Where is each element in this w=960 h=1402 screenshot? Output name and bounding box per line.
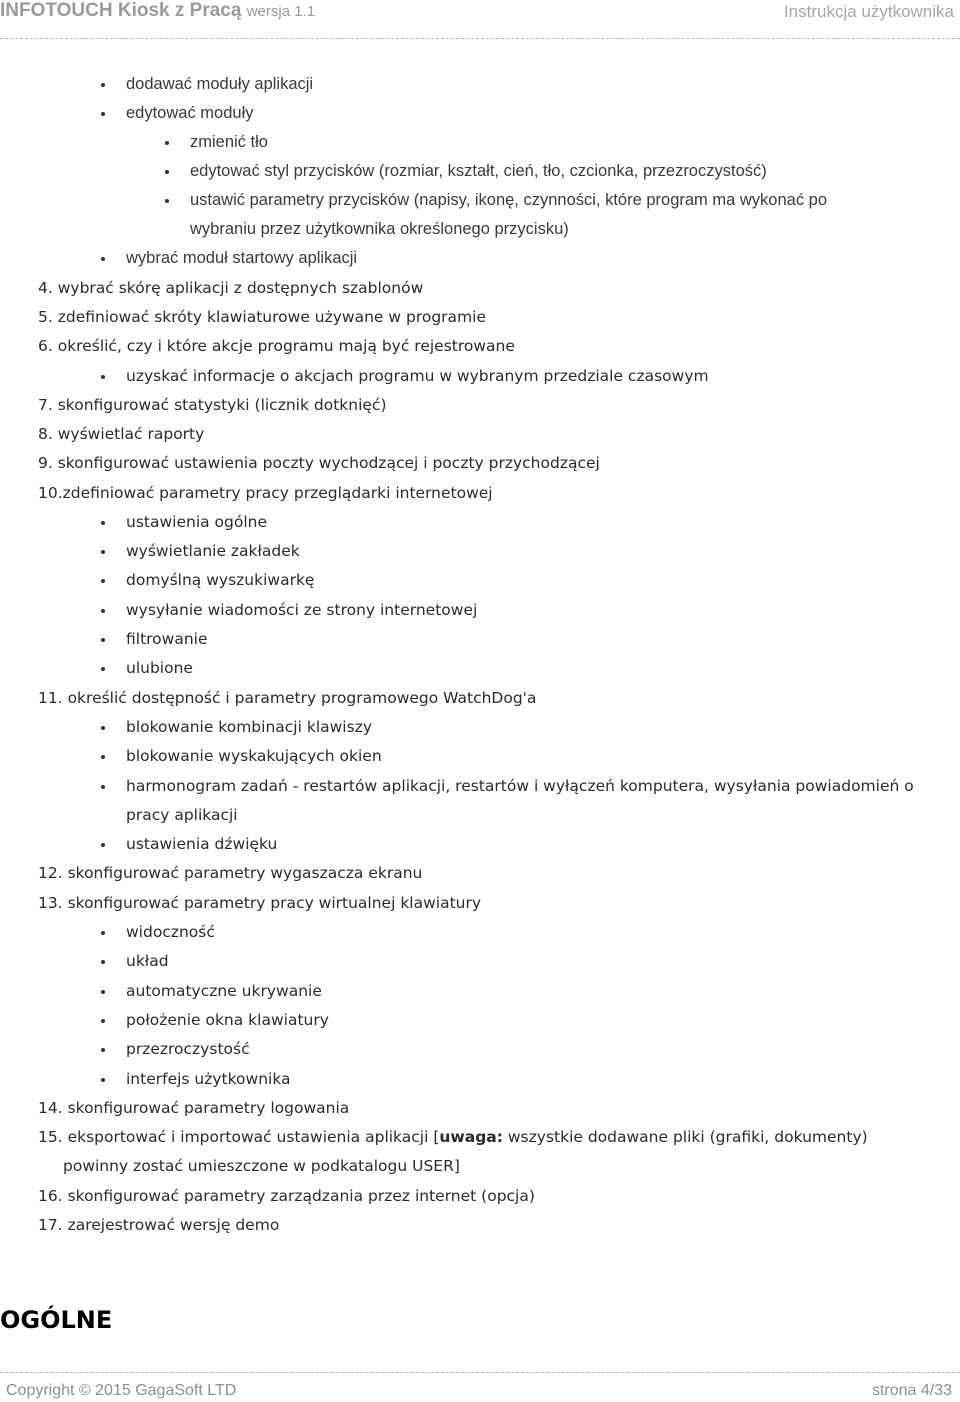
numbered-item: 9. skonfigurować ustawienia poczty wychodzącej i poczty przychodzącej [38, 454, 600, 472]
item-text: wszystkie dodawane pliki (grafiki, dokumenty) [502, 1128, 868, 1146]
bullet-icon [101, 990, 105, 994]
list-item-text: ustawić parametry przycisków (napisy, ikonę, czynności, które program ma wykonać po [190, 191, 828, 209]
list-item [126, 654, 193, 683]
numbered-item: 12. skonfigurować parametry wygaszacza ekranu [38, 864, 423, 882]
list-item [126, 772, 914, 801]
bullet-icon [101, 785, 105, 789]
list-item [126, 1035, 250, 1064]
page-number: strona 4/33 [871, 1382, 952, 1399]
list-item [126, 362, 709, 391]
list-item-text: harmonogram zadań - restartów aplikacji, restartów i wyłączeń komputera, wysyłania powiadomień o [126, 777, 914, 795]
section-heading: OGÓLNE [0, 1306, 113, 1334]
bullet-icon [101, 1019, 105, 1023]
list-item [190, 128, 268, 157]
numbered-item: 16. skonfigurować parametry zarządzania przez internet (opcja) [38, 1187, 535, 1205]
header-divider [0, 38, 960, 39]
list-item [126, 596, 477, 625]
list-item-text: widoczność [126, 923, 215, 941]
list-item-text: ustawienia dźwięku [126, 835, 278, 853]
bullet-icon [101, 1078, 105, 1082]
list-item-continuation [190, 215, 569, 244]
list-item-text: ustawienia ogólne [126, 513, 268, 531]
numbered-item: 14. skonfigurować parametry logowania [38, 1099, 350, 1117]
numbered-item: 6. określić, czy i które akcje programu mają być rejestrowane [38, 337, 515, 355]
product-name: INFOTOUCH Kiosk z Pracą [0, 0, 242, 21]
numbered-item-continuation: powinny zostać umieszczone w podkatalogu USER] [63, 1157, 460, 1175]
list-item [126, 1065, 291, 1094]
list-item-text: edytować styl przycisków (rozmiar, kształt, cień, tło, czcionka, przezroczystość) [190, 162, 767, 180]
list-item-text: edytować moduły [126, 104, 254, 122]
list-item [126, 830, 277, 859]
numbered-item: 8. wyświetlać raporty [38, 425, 205, 443]
numbered-item: 5. zdefiniować skróty klawiaturowe używane w programie [38, 308, 486, 326]
list-item-text: wybrać moduł startowy aplikacji [126, 249, 358, 267]
header-subtitle: Instrukcja użytkownika [783, 2, 954, 21]
bullet-icon [101, 931, 105, 935]
numbered-item: 10.zdefiniować parametry pracy przeglądarki internetowej [38, 484, 493, 502]
bullet-icon [101, 112, 105, 116]
list-item-text: położenie okna klawiatury [126, 1011, 329, 1029]
list-item-continuation [126, 801, 238, 830]
footer-divider [0, 1372, 960, 1373]
list-item [126, 713, 372, 742]
bullet-icon [101, 521, 105, 525]
page-header [0, 0, 960, 40]
list-item-text: wysyłanie wiadomości ze strony internetowej [126, 601, 478, 619]
numbered-item [38, 1123, 868, 1152]
list-item [126, 1006, 329, 1035]
numbered-item: 17. zarejestrować wersję demo [38, 1216, 280, 1234]
list-item [126, 977, 322, 1006]
list-item [126, 537, 300, 566]
list-item [126, 947, 169, 976]
numbered-item: 11. określić dostępność i parametry programowego WatchDog'a [38, 689, 537, 707]
bullet-icon [101, 257, 105, 261]
bullet-icon [101, 579, 105, 583]
list-item [190, 186, 827, 215]
item-text: 15. eksportować i importować ustawienia aplikacji [ [38, 1128, 440, 1146]
numbered-item: 7. skonfigurować statystyki (licznik dotknięć) [38, 396, 387, 414]
bullet-icon [101, 638, 105, 642]
bullet-icon [165, 170, 169, 174]
list-item [126, 742, 382, 771]
bullet-icon [101, 667, 105, 671]
list-item-text: ulubione [126, 659, 193, 677]
document-title [0, 0, 315, 22]
list-item-text: wybraniu przez użytkownika określonego przycisku) [190, 220, 569, 238]
list-item-text: blokowanie wyskakujących okien [126, 747, 382, 765]
bullet-icon [101, 843, 105, 847]
bullet-icon [101, 550, 105, 554]
bullet-icon [101, 755, 105, 759]
list-item [190, 157, 767, 186]
bullet-icon [101, 83, 105, 87]
numbered-item: 4. wybrać skórę aplikacji z dostępnych szablonów [38, 279, 424, 297]
copyright: Copyright © 2015 GagaSoft LTD [6, 1382, 237, 1399]
list-item-text: blokowanie kombinacji klawiszy [126, 718, 372, 736]
bullet-icon [101, 609, 105, 613]
list-item-text: filtrowanie [126, 630, 208, 648]
list-item-text: domyślną wyszukiwarkę [126, 571, 315, 589]
list-item-text: interfejs użytkownika [126, 1070, 291, 1088]
list-item [126, 918, 215, 947]
list-item [126, 508, 267, 537]
bullet-icon [101, 375, 105, 379]
list-item-text: układ [126, 952, 169, 970]
list-item-text: wyświetlanie zakładek [126, 542, 300, 560]
list-item-text: zmienić tło [190, 133, 268, 151]
list-item [126, 99, 253, 128]
list-item-text: uzyskać informacje o akcjach programu w wybranym przedziale czasowym [126, 367, 709, 385]
bullet-icon [101, 1048, 105, 1052]
numbered-item: 13. skonfigurować parametry pracy wirtualnej klawiatury [38, 894, 482, 912]
bullet-icon [101, 960, 105, 964]
list-item [126, 625, 208, 654]
list-item-text: automatyczne ukrywanie [126, 982, 322, 1000]
list-item [126, 244, 357, 273]
list-item [126, 566, 314, 595]
version-label: wersja 1.1 [246, 3, 316, 20]
bullet-icon [165, 199, 169, 203]
bullet-icon [101, 726, 105, 730]
list-item [126, 70, 313, 99]
bullet-icon [165, 141, 169, 145]
list-item-text: pracy aplikacji [126, 806, 238, 824]
list-item-text: dodawać moduły aplikacji [126, 75, 314, 93]
warning-label: uwaga: [439, 1128, 503, 1146]
list-item-text: przezroczystość [126, 1040, 250, 1058]
